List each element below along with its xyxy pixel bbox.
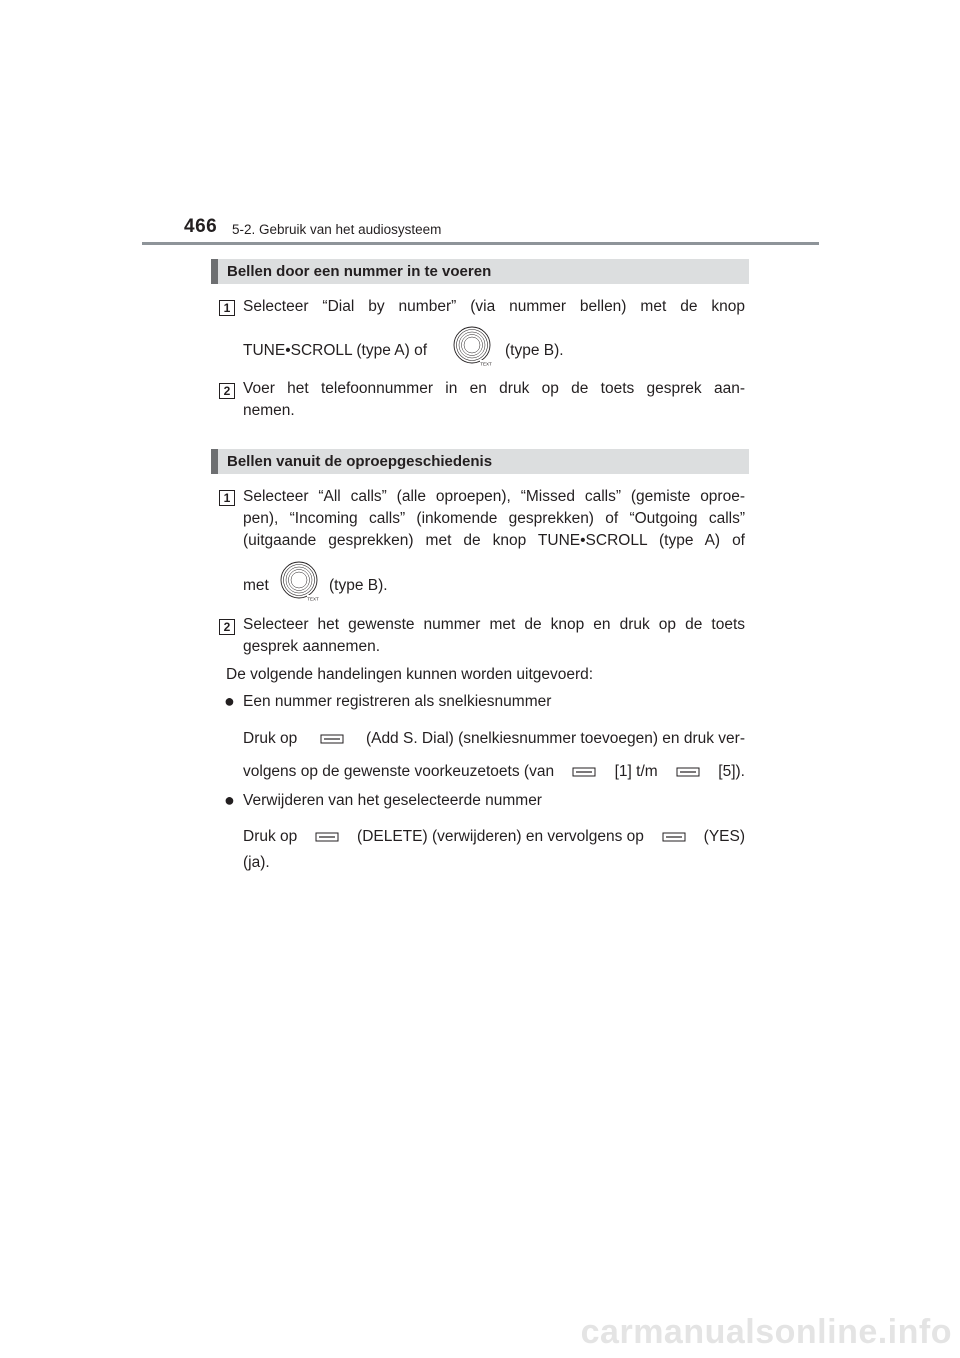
bullet-icon: ●	[224, 790, 235, 810]
step-text	[243, 296, 745, 318]
bullet-title: Verwijderen van het geselecteerde nummer	[243, 792, 542, 809]
instruction-line	[243, 728, 745, 750]
step-text	[243, 614, 745, 658]
watermark: carmanualsonline.info	[580, 1313, 952, 1351]
instruction-text: (YES)	[703, 828, 745, 845]
dial-caption: TEXT	[480, 361, 492, 366]
header-divider	[142, 242, 819, 245]
step-line: TUNE•SCROLL (type A) of	[243, 342, 428, 359]
step-number-box: 2	[219, 383, 235, 399]
soft-button-icon	[315, 832, 339, 842]
step-number-box: 2	[219, 619, 235, 635]
page-number: 466	[184, 216, 218, 237]
instruction-text: (ja).	[243, 854, 270, 871]
step-text	[243, 486, 745, 552]
section-title: Bellen door een nummer in te voeren	[227, 263, 492, 280]
step-number-box: 1	[219, 490, 235, 506]
step-text	[243, 575, 269, 597]
dial-caption: TEXT	[307, 596, 319, 601]
instruction-line	[243, 826, 745, 848]
step-line: (type B).	[505, 342, 564, 359]
step-line: Selecteer “Dial by number” (via nummer bellen) met de knop	[243, 298, 745, 315]
step-text	[243, 340, 427, 362]
step-text	[329, 575, 388, 597]
instruction-line	[243, 761, 745, 783]
bullet-icon: ●	[224, 691, 235, 711]
text-dial-knob-icon	[279, 561, 319, 601]
step-line: Voer het telefoonnummer in en druk op de toets gesprek aan-	[243, 380, 745, 397]
instruction-text: (Add S. Dial) (snelkiesnummer toevoegen) en druk ver-	[365, 730, 745, 747]
step-text	[505, 340, 564, 362]
soft-button-icon	[676, 767, 700, 777]
soft-button-icon	[320, 734, 344, 744]
intro-text: De volgende handelingen kunnen worden uitgevoerd:	[226, 666, 594, 683]
instruction-text: Druk op	[243, 730, 298, 747]
step-line: Selecteer het gewenste nummer met de knop en druk op de toets	[243, 616, 745, 633]
text-dial-knob-icon	[452, 326, 492, 366]
section-title: Bellen vanuit de oproepgeschiedenis	[227, 453, 493, 470]
step-line: (uitgaande gesprekken) met de knop TUNE•SCROLL (type A) of	[243, 532, 745, 549]
step-text	[243, 378, 745, 422]
instruction-text: volgens op de gewenste voorkeuzetoets (van	[243, 763, 555, 780]
bullet-title: Een nummer registreren als snelkiesnummer	[243, 693, 552, 710]
step-line: Selecteer “All calls” (alle oproepen), “Missed calls” (gemiste oproe-	[243, 488, 745, 505]
instruction-text: [5]).	[718, 763, 745, 780]
soft-button-icon	[662, 832, 686, 842]
step-line: gesprek aannemen.	[243, 638, 381, 655]
section-heading-call-history	[211, 449, 749, 474]
step-number-box: 1	[219, 300, 235, 316]
step-line: met	[243, 577, 269, 594]
step-line: (type B).	[329, 577, 388, 594]
step-line: pen), “Incoming calls” (inkomende gesprekken) of “Outgoing calls”	[243, 510, 745, 527]
instruction-text: [1] t/m	[614, 763, 658, 780]
soft-button-icon	[572, 767, 596, 777]
instruction-text: Druk op	[243, 828, 298, 845]
step-line: nemen.	[243, 402, 295, 419]
section-heading-dial-number	[211, 259, 749, 284]
chapter-heading: 5-2. Gebruik van het audiosysteem	[232, 222, 442, 237]
instruction-text: (DELETE) (verwijderen) en vervolgens op	[357, 828, 644, 845]
